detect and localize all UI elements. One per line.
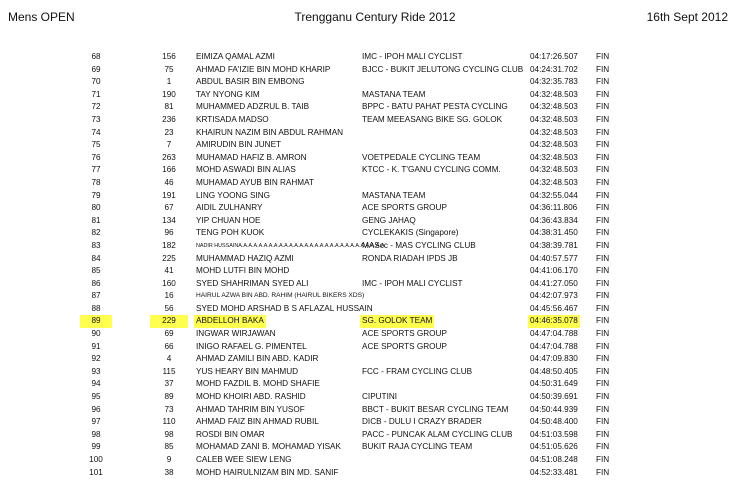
rider-name-cell: SYED SHAHRIMAN SYED ALI xyxy=(196,278,309,288)
bib-number-cell: 69 xyxy=(164,329,174,339)
results-table xyxy=(0,51,750,479)
rider-name-cell: MUHAMMED ADZRUL B. TAIB xyxy=(196,102,310,112)
table-row xyxy=(0,127,750,140)
rider-name-cell: MOHD HAIRULNIZAM BIN MD. SANIF xyxy=(196,467,339,477)
team-name-cell: FCC - FRAM CYCLING CLUB xyxy=(362,366,473,376)
table-row xyxy=(0,441,750,454)
position-cell: 80 xyxy=(91,203,101,213)
table-row xyxy=(0,51,750,64)
position-cell: 95 xyxy=(91,392,101,402)
position-cell: 101 xyxy=(89,467,103,477)
rider-name-cell: AHMAD TAHRIM BIN YUSOF xyxy=(196,404,305,414)
table-row xyxy=(0,76,750,89)
position-cell: 91 xyxy=(91,341,101,351)
status-cell: FIN xyxy=(596,64,610,74)
team-name-cell: SG. GOLOK TEAM xyxy=(360,315,434,328)
status-cell: FIN xyxy=(596,417,610,427)
table-row xyxy=(0,366,750,379)
status-cell: FIN xyxy=(596,140,610,150)
bib-number-cell: 37 xyxy=(164,379,174,389)
bib-number-cell: 115 xyxy=(162,366,176,376)
table-row xyxy=(0,404,750,417)
finish-time-cell: 04:50:44.939 xyxy=(530,404,578,414)
table-row xyxy=(0,353,750,366)
status-cell: FIN xyxy=(596,89,610,99)
position-cell: 100 xyxy=(89,455,103,464)
table-row xyxy=(0,290,750,303)
rider-name-cell: AHMAD FA'IZIE BIN MOHD KHARIP xyxy=(196,64,331,74)
finish-time-cell: 04:32:48.503 xyxy=(530,165,578,175)
finish-time-cell: 04:36:11.806 xyxy=(530,203,578,213)
status-cell: FIN xyxy=(596,303,610,313)
position-cell: 90 xyxy=(91,329,101,339)
team-name-cell: CIPUTINI xyxy=(362,392,398,402)
rider-name-cell: MOHD ASWADI BIN ALIAS xyxy=(196,165,296,175)
rider-name-cell: INIGO RAFAEL G. PIMENTEL xyxy=(196,341,307,351)
rider-name-cell: MUHAMMAD HAZIQ AZMI xyxy=(196,253,294,263)
table-row xyxy=(0,240,750,253)
bib-number-cell: 166 xyxy=(162,165,176,175)
finish-time-cell: 04:42:07.973 xyxy=(530,291,578,301)
bib-number-cell: 160 xyxy=(162,278,176,288)
position-cell: 71 xyxy=(91,89,101,99)
position-cell: 69 xyxy=(91,64,101,74)
position-cell: 74 xyxy=(91,127,101,137)
status-cell: FIN xyxy=(596,177,610,187)
finish-time-cell: 04:32:48.503 xyxy=(530,152,578,162)
position-cell: 98 xyxy=(91,429,101,439)
bib-number-cell: 75 xyxy=(164,64,174,74)
position-cell: 75 xyxy=(91,140,101,150)
position-cell: 77 xyxy=(91,165,101,175)
position-cell: 99 xyxy=(91,442,101,452)
bib-number-cell: 229 xyxy=(150,315,188,328)
bib-number-cell: 9 xyxy=(166,455,172,464)
status-cell: FIN xyxy=(596,379,610,389)
team-name-cell: IMC - IPOH MALI CYCLIST xyxy=(362,52,463,61)
bib-number-cell: 156 xyxy=(162,52,176,61)
bib-number-cell: 46 xyxy=(164,177,174,187)
status-cell: FIN xyxy=(596,278,610,288)
table-row xyxy=(0,278,750,291)
finish-time-cell: 04:51:03.598 xyxy=(530,429,578,439)
team-name-cell: ACE SPORTS GROUP xyxy=(362,329,447,339)
finish-time-cell: 04:47:04.788 xyxy=(530,329,578,339)
status-cell: FIN xyxy=(596,404,610,414)
rider-name-cell: MOHD LUTFI BIN MOHD xyxy=(196,266,290,276)
rider-name-cell: YUS HEARY BIN MAHMUD xyxy=(196,366,299,376)
finish-time-cell: 04:52:33.481 xyxy=(530,467,578,477)
position-cell: 72 xyxy=(91,102,101,112)
finish-time-cell: 04:32:48.503 xyxy=(530,89,578,99)
bib-number-cell: 191 xyxy=(162,190,176,200)
position-cell: 86 xyxy=(91,278,101,288)
finish-time-cell: 04:32:55.044 xyxy=(530,190,578,200)
rider-name-cell: MUHAMAD AYUB BIN RAHMAT xyxy=(196,177,314,187)
team-name-cell: PACC - PUNCAK ALAM CYCLING CLUB xyxy=(362,429,513,439)
finish-time-cell: 04:50:48.400 xyxy=(530,417,578,427)
team-name-cell: ACE SPORTS GROUP xyxy=(362,203,447,213)
status-cell: FIN xyxy=(596,240,610,250)
position-cell: 85 xyxy=(91,266,101,276)
rider-name-cell: MOHAMAD ZANI B. MOHAMAD YISAK xyxy=(196,442,341,452)
table-row xyxy=(0,215,750,228)
bib-number-cell: 225 xyxy=(162,253,176,263)
finish-time-cell: 04:32:48.503 xyxy=(530,127,578,137)
position-cell: 78 xyxy=(91,177,101,187)
team-name-cell: GENG JAHAQ xyxy=(362,215,416,225)
rider-name-cell: INGWAR WIRJAWAN xyxy=(196,329,276,339)
finish-time-cell: 04:50:31.649 xyxy=(530,379,578,389)
status-cell: FIN xyxy=(596,190,610,200)
rider-name-cell: MUHAMAD HAFIZ B. AMRON xyxy=(196,152,307,162)
bib-number-cell: 4 xyxy=(166,354,172,364)
status-cell: FIN xyxy=(596,329,610,339)
position-cell: 93 xyxy=(91,366,101,376)
team-name-cell: ACE SPORTS GROUP xyxy=(362,341,447,351)
team-name-cell: BUKIT RAJA CYCLING TEAM xyxy=(362,442,473,452)
table-row xyxy=(0,467,750,480)
bib-number-cell: 134 xyxy=(162,215,176,225)
team-name-cell: BPPC - BATU PAHAT PESTA CYCLING xyxy=(362,102,508,112)
table-row xyxy=(0,164,750,177)
finish-time-cell: 04:41:27.050 xyxy=(530,278,578,288)
status-cell: FIN xyxy=(596,165,610,175)
position-cell: 73 xyxy=(91,114,101,124)
table-row xyxy=(0,202,750,215)
page-header xyxy=(0,10,750,28)
team-name-cell: MASTANA TEAM xyxy=(362,89,426,99)
position-cell: 96 xyxy=(91,404,101,414)
finish-time-cell: 04:36:43.834 xyxy=(530,215,578,225)
table-row xyxy=(0,391,750,404)
table-row xyxy=(0,454,750,467)
team-name-cell: BJCC - BUKIT JELUTONG CYCLING CLUB xyxy=(362,64,524,74)
category-label: Mens OPEN xyxy=(8,10,75,24)
position-cell: 83 xyxy=(91,240,101,250)
team-name-cell: DICB - DULU I CRAZY BRADER xyxy=(362,417,482,427)
rider-name-cell: KRTISADA MADSO xyxy=(196,114,269,124)
bib-number-cell: 89 xyxy=(164,392,174,402)
table-row xyxy=(0,429,750,442)
bib-number-cell: 16 xyxy=(164,291,174,301)
bib-number-cell: 96 xyxy=(164,228,174,238)
status-cell: FIN xyxy=(596,102,610,112)
position-cell: 92 xyxy=(91,354,101,364)
finish-time-cell: 04:41:06.170 xyxy=(530,266,578,276)
bib-number-cell: 41 xyxy=(164,266,174,276)
rider-name-cell: EIMIZA QAMAL AZMI xyxy=(196,52,275,61)
position-cell: 87 xyxy=(91,291,101,301)
position-cell: 70 xyxy=(91,77,101,87)
rider-name-cell: AHMAD ZAMILI BIN ABD. KADIR xyxy=(196,354,319,364)
rider-name-cell: AIDIL ZULHANRY xyxy=(196,203,263,213)
bib-number-cell: 56 xyxy=(164,303,174,313)
table-row xyxy=(0,265,750,278)
finish-time-cell: 04:24:31.702 xyxy=(530,64,578,74)
team-name-cell: CYCLEKAKIS (Singapore) xyxy=(362,228,459,238)
table-row xyxy=(0,89,750,102)
bib-number-cell: 66 xyxy=(164,341,174,351)
status-cell: FIN xyxy=(596,114,610,124)
finish-time-cell: 04:38:31.450 xyxy=(530,228,578,238)
status-cell: FIN xyxy=(596,429,610,439)
position-cell: 84 xyxy=(91,253,101,263)
rider-name-cell: MOHD FAZDIL B. MOHD SHAFIE xyxy=(196,379,320,389)
finish-time-cell: 04:51:08.248 xyxy=(530,455,578,464)
table-row xyxy=(0,328,750,341)
rider-name-cell: ROSDI BIN OMAR xyxy=(196,429,265,439)
bib-number-cell: 85 xyxy=(164,442,174,452)
team-name-cell: TEAM MEEASANG BIKE SG. GOLOK xyxy=(362,114,503,124)
status-cell: FIN xyxy=(596,228,610,238)
table-row xyxy=(0,341,750,354)
table-row xyxy=(0,139,750,152)
position-cell: 79 xyxy=(91,190,101,200)
finish-time-cell: 04:32:35.783 xyxy=(530,77,578,87)
table-row xyxy=(0,303,750,316)
team-name-cell: KTCC - K. T'GANU CYCLING COMM. xyxy=(362,165,501,175)
team-name-cell: VOETPEDALE CYCLING TEAM xyxy=(362,152,481,162)
bib-number-cell: 1 xyxy=(166,77,172,87)
table-row xyxy=(0,152,750,165)
finish-time-cell: 04:47:09.830 xyxy=(530,354,578,364)
status-cell: FIN xyxy=(596,316,610,326)
finish-time-cell: 04:51:05.626 xyxy=(530,442,578,452)
status-cell: FIN xyxy=(596,127,610,137)
rider-name-cell: AHMAD FAIZ BIN AHMAD RUBIL xyxy=(196,417,319,427)
status-cell: FIN xyxy=(596,203,610,213)
bib-number-cell: 182 xyxy=(162,240,176,250)
finish-time-cell: 04:32:48.503 xyxy=(530,140,578,150)
rider-name-cell: ABDELLOH BAKA xyxy=(194,315,266,328)
rider-name-cell: MOHD KHOIRI ABD. RASHID xyxy=(196,392,306,402)
rider-name-cell: SYED MOHD ARSHAD B S AFLAZAL HUSSAIN xyxy=(196,303,373,313)
bib-number-cell: 81 xyxy=(164,102,174,112)
rider-name-cell: AMIRUDIN BIN JUNET xyxy=(196,140,282,150)
status-cell: FIN xyxy=(596,341,610,351)
team-name-cell: IMC - IPOH MALI CYCLIST xyxy=(362,278,463,288)
finish-time-cell: 04:32:48.503 xyxy=(530,102,578,112)
bib-number-cell: 98 xyxy=(164,429,174,439)
status-cell: FIN xyxy=(596,215,610,225)
bib-number-cell: 190 xyxy=(162,89,176,99)
status-cell: FIN xyxy=(596,442,610,452)
table-row xyxy=(0,114,750,127)
finish-time-cell: 04:32:48.503 xyxy=(530,114,578,124)
table-row-highlighted xyxy=(0,315,750,328)
position-cell: 88 xyxy=(91,303,101,313)
status-cell: FIN xyxy=(596,253,610,263)
position-cell: 89 xyxy=(80,315,112,328)
status-cell: FIN xyxy=(596,366,610,376)
position-cell: 97 xyxy=(91,417,101,427)
team-name-cell: MAScc - MAS CYCLING CLUB xyxy=(362,240,476,250)
table-row xyxy=(0,64,750,77)
event-date: 16th Sept 2012 xyxy=(646,10,728,24)
table-row xyxy=(0,190,750,203)
bib-number-cell: 23 xyxy=(164,127,174,137)
bib-number-cell: 263 xyxy=(162,152,176,162)
finish-time-cell: 04:17:26.507 xyxy=(530,52,578,61)
finish-time-cell: 04:45:56.467 xyxy=(530,303,578,313)
finish-time-cell: 04:32:48.503 xyxy=(530,177,578,187)
rider-name-cell: TAY NYONG KIM xyxy=(196,89,260,99)
rider-name-cell: HAIRUL AZWA BIN ABD. RAHIM (HAIRUL BIKERS XDS) xyxy=(196,292,365,300)
position-cell: 82 xyxy=(91,228,101,238)
table-row xyxy=(0,416,750,429)
table-row xyxy=(0,253,750,266)
page-title: Trengganu Century Ride 2012 xyxy=(294,10,456,24)
bib-number-cell: 236 xyxy=(162,114,176,124)
status-cell: FIN xyxy=(596,354,610,364)
status-cell: FIN xyxy=(596,291,610,301)
bib-number-cell: 7 xyxy=(166,140,172,150)
table-row xyxy=(0,177,750,190)
rider-name-cell: ABDUL BASIR BIN EMBONG xyxy=(196,77,305,87)
position-cell: 76 xyxy=(91,152,101,162)
finish-time-cell: 04:50:39.691 xyxy=(530,392,578,402)
table-row xyxy=(0,101,750,114)
table-row xyxy=(0,378,750,391)
finish-time-cell: 04:48:50.405 xyxy=(530,366,578,376)
position-cell: 81 xyxy=(91,215,101,225)
finish-time-cell: 04:47:04.788 xyxy=(530,341,578,351)
position-cell: 94 xyxy=(91,379,101,389)
status-cell: FIN xyxy=(596,392,610,402)
rider-name-cell: LING YOONG SING xyxy=(196,190,271,200)
rider-name-cell: KHAIRUN NAZIM BIN ABDUL RAHMAN xyxy=(196,127,344,137)
status-cell: FIN xyxy=(596,467,610,477)
position-cell: 68 xyxy=(91,52,101,61)
table-row xyxy=(0,227,750,240)
team-name-cell: BBCT - BUKIT BESAR CYCLING TEAM xyxy=(362,404,509,414)
rider-name-cell: CALEB WEE SIEW LENG xyxy=(196,455,292,464)
team-name-cell: RONDA RIADAH IPDS JB xyxy=(362,253,458,263)
bib-number-cell: 67 xyxy=(164,203,174,213)
status-cell: FIN xyxy=(596,77,610,87)
status-cell: FIN xyxy=(596,266,610,276)
finish-time-cell: 04:46:35.078 xyxy=(528,315,580,328)
finish-time-cell: 04:38:39.781 xyxy=(530,240,578,250)
rider-name-cell: TENG POH KUOK xyxy=(196,228,265,238)
status-cell: FIN xyxy=(596,152,610,162)
bib-number-cell: 110 xyxy=(162,417,176,427)
rider-name-cell: NADIR HUSSAINA.A.A.A.A.A.A.A.A.A.A.A.A.A.A.A.A.A.A.A.A.A.A.A.A.A.A.A.A xyxy=(196,242,385,249)
bib-number-cell: 38 xyxy=(164,467,174,477)
finish-time-cell: 04:40:57.577 xyxy=(530,253,578,263)
status-cell: FIN xyxy=(596,52,610,61)
rider-name-cell: YIP CHUAN HOE xyxy=(196,215,261,225)
status-cell: FIN xyxy=(596,455,610,464)
team-name-cell: MASTANA TEAM xyxy=(362,190,426,200)
bib-number-cell: 73 xyxy=(164,404,174,414)
